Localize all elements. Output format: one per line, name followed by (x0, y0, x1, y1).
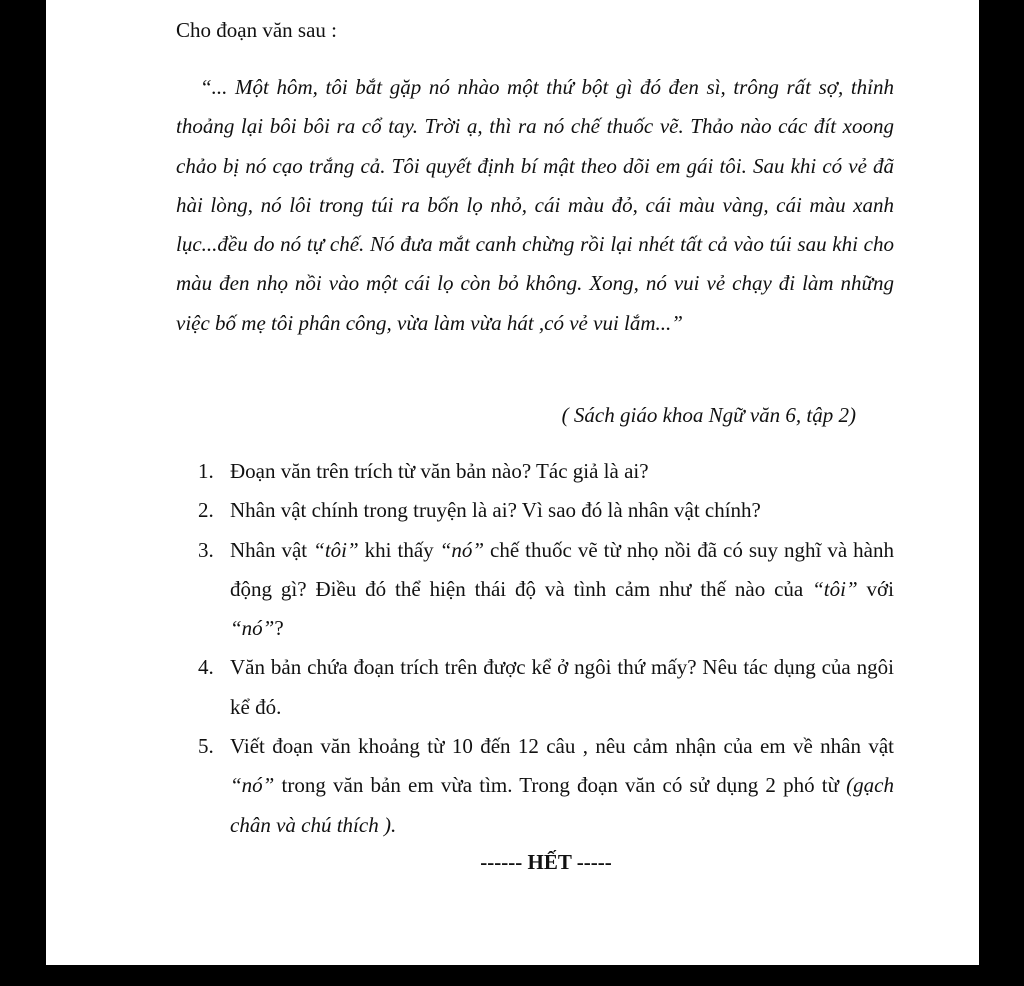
intro-text: Cho đoạn văn sau : (176, 18, 337, 42)
quoted-term: “nó” (230, 773, 275, 798)
quoted-term: “nó” (230, 616, 275, 641)
question-text: Viết đoạn văn khoảng từ 10 đến 12 câu , nêu cảm nhận của em về nhân vật “nó” trong văn bản em vừa tìm. Trong đoạn văn có sử dụng 2 phó từ (gạch chân và chú thích ). (230, 734, 894, 837)
question-number: 5. (198, 734, 214, 759)
question-text: Đoạn văn trên trích từ văn bản nào? Tác giả là ai? (230, 459, 649, 483)
question-5 (198, 727, 894, 845)
quoted-term: “tôi” (313, 537, 359, 562)
question-text: Nhân vật chính trong truyện là ai? Vì sao đó là nhân vật chính? (230, 498, 761, 523)
question-text: Văn bản chứa đoạn trích trên được kể ở ngôi thứ mấy? Nêu tác dụng của ngôi kể đó. (230, 655, 894, 719)
document-page (46, 0, 979, 965)
quoted-term: “tôi” (812, 576, 858, 601)
question-number: 2. (198, 498, 214, 523)
question-3 (198, 531, 894, 649)
source-citation: ( Sách giáo khoa Ngữ văn 6, tập 2) (561, 403, 856, 427)
question-number: 3. (198, 537, 214, 562)
question-1 (198, 452, 894, 491)
excerpt-paragraph: “... Một hôm, tôi bắt gặp nó nhào một thứ bột gì đó đen sì, trông rất sợ, thỉnh thoảng lại bôi bôi ra cổ tay. Trời ạ, thì ra nó chế thuốc vẽ. Thảo nào các đít xoong chảo bị nó cạo trắng cả. Tôi quyết định bí mật theo dõi em gái tôi. Sau khi có vẻ đã hài lòng, nó lôi trong túi ra bốn lọ nhỏ, cái màu đỏ, cái màu vàng, cái màu xanh lục...đều do nó tự chế. Nó đưa mắt canh chừng rồi lại nhét tất cả vào túi sau khi cho màu đen nhọ nồi vào một cái lọ còn bỏ không. Xong, nó vui vẻ chạy đi làm những việc bố mẹ tôi phân công, vừa làm vừa hát ,có vẻ vui lắm...” (176, 75, 894, 335)
question-text: Nhân vật “tôi” khi thấy “nó” chế thuốc vẽ từ nhọ nồi đã có suy nghĩ và hành động gì? Điều đó thể hiện thái độ và tình cảm như thế nào của “tôi” với “nó”? (230, 537, 894, 641)
italic-note: (gạch chân và chú thích ). (230, 773, 894, 837)
question-number: 4. (198, 655, 214, 680)
question-2 (198, 491, 894, 530)
question-number: 1. (198, 459, 214, 483)
end-marker: ------ HẾT ----- (480, 850, 612, 874)
quoted-term: “nó” (439, 537, 485, 562)
question-4 (198, 648, 894, 727)
question-list (198, 452, 894, 845)
